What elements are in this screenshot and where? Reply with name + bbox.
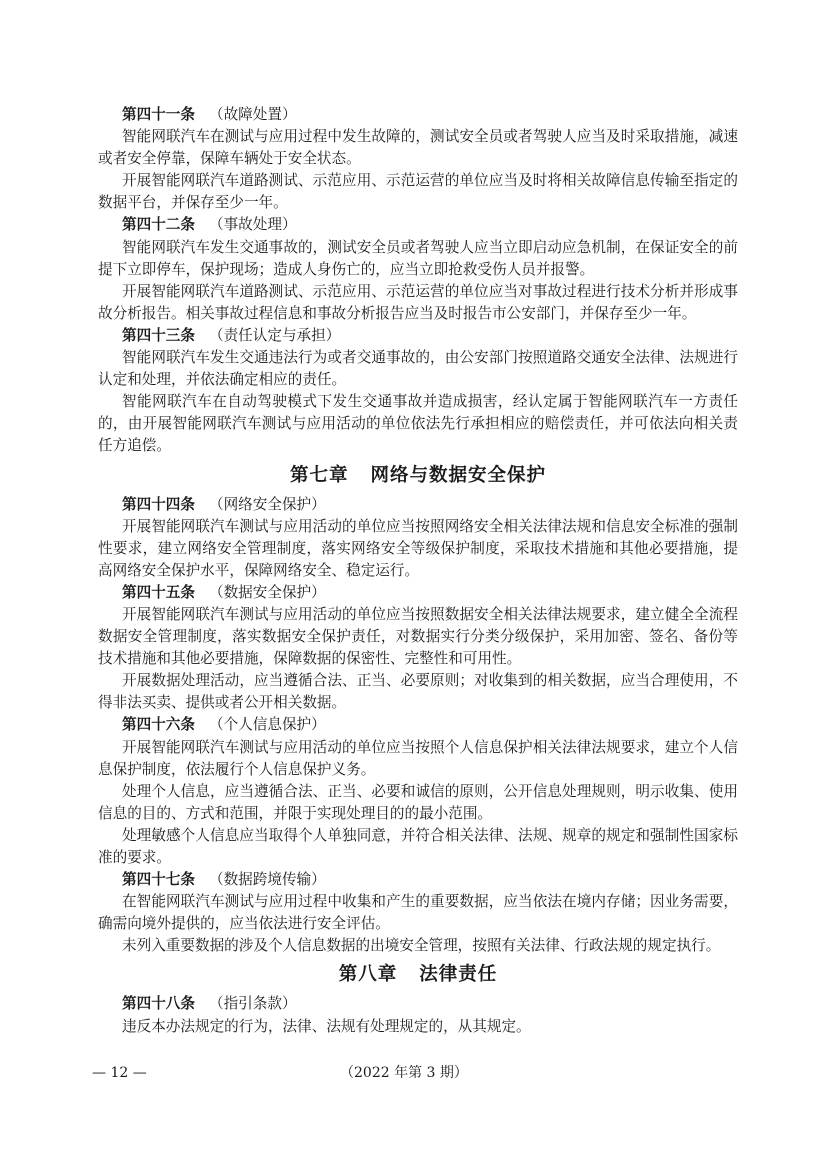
article-heading: [98, 582, 738, 604]
article-title: （故障处置）: [208, 106, 297, 123]
article-number: 第四十七条: [122, 871, 195, 889]
article-heading: [98, 993, 738, 1015]
article-heading: [98, 214, 738, 236]
paragraph: 智能网联汽车在测试与应用过程中发生故障的，测试安全员或者驾驶人应当及时采取措施，减速或者安全停靠，保障车辆处于安全状态。: [98, 128, 738, 168]
article-heading: [98, 325, 738, 347]
paragraph: 开展数据处理活动，应当遵循合法、正当、必要原则；对收集到的相关数据，应当合理使用，不得非法买卖、提供或者公开相关数据。: [98, 672, 738, 712]
paragraph: 开展智能网联汽车测试与应用活动的单位应当按照数据安全相关法律法规要求，建立健全全流程数据安全管理制度，落实数据安全保护责任，对数据实行分类分级保护，采用加密、签名、备份等技术措施和其他必要措施，保障数据的保密性、完整性和可用性。: [98, 605, 738, 668]
paragraph: 智能网联汽车发生交通事故的，测试安全员或者驾驶人应当立即启动应急机制，在保证安全的前提下立即停车，保护现场；造成人身伤亡的，应当立即抢救受伤人员并报警。: [98, 238, 738, 278]
article-heading: [98, 494, 738, 516]
chapter-title: 法律责任: [419, 964, 498, 986]
article-title: （指引条款）: [208, 995, 297, 1013]
paragraph: 未列入重要数据的涉及个人信息数据的出境安全管理，按照有关法律、行政法规的规定执行。: [122, 937, 721, 955]
article-number: 第四十一条: [122, 106, 195, 123]
chapter-heading: [98, 963, 738, 987]
document-body: [98, 104, 738, 1038]
paragraph: 开展智能网联汽车测试与应用活动的单位应当按照个人信息保护相关法律法规要求，建立个人信息保护制度，依法履行个人信息保护义务。: [98, 738, 738, 778]
article-number: 第四十五条: [122, 583, 195, 601]
paragraph: 开展智能网联汽车测试与应用活动的单位应当按照网络安全相关法律法规和信息安全标准的强制性要求，建立网络安全管理制度，落实网络安全等级保护制度，采取技术措施和其他必要措施，提高网络安全保护水平，保障网络安全、稳定运行。: [98, 517, 738, 579]
paragraph: 开展智能网联汽车道路测试、示范应用、示范运营的单位应当对事故过程进行技术分析并形成事故分析报告。相关事故过程信息和事故分析报告应当及时报告市公安部门，并保存至少一年。: [98, 282, 738, 322]
paragraph: 处理个人信息，应当遵循合法、正当、必要和诚信的原则，公开信息处理规则，明示收集、使用信息的目的、方式和范围，并限于实现处理目的的最小范围。: [98, 782, 738, 822]
chapter-heading: [98, 464, 738, 488]
article-heading: [98, 869, 738, 891]
article-title: （数据安全保护）: [208, 583, 326, 601]
paragraph: 处理敏感个人信息应当取得个人单独同意，并符合相关法律、法规、规章的规定和强制性国家标准的要求。: [98, 826, 738, 866]
article-title: （事故处理）: [208, 216, 297, 234]
article-heading: [98, 714, 738, 736]
article-number: 第四十二条: [122, 216, 195, 234]
issue-label: （2022 年第 3 期）: [340, 1065, 468, 1081]
page-number: — 12 —: [92, 1065, 147, 1081]
article-title: （个人信息保护）: [208, 716, 326, 734]
paragraph: 在智能网联汽车测试与应用过程中收集和产生的重要数据，应当依法在境内存储；因业务需要，确需向境外提供的，应当依法进行安全评估。: [98, 893, 738, 933]
paragraph: 违反本办法规定的行为，法律、法规有处理规定的，从其规定。: [122, 1017, 531, 1035]
paragraph: 开展智能网联汽车道路测试、示范应用、示范运营的单位应当及时将相关故障信息传输至指定的数据平台，并保存至少一年。: [98, 172, 738, 212]
chapter-number: 第七章: [289, 464, 349, 486]
article-title: （责任认定与承担）: [208, 326, 341, 344]
article-title: （网络安全保护）: [208, 495, 326, 513]
article-number: 第四十六条: [122, 716, 195, 734]
article-number: 第四十三条: [122, 326, 195, 344]
article-number: 第四十四条: [122, 495, 195, 513]
article-heading: [98, 104, 738, 126]
article-number: 第四十八条: [122, 995, 195, 1013]
paragraph: 智能网联汽车在自动驾驶模式下发生交通事故并造成损害，经认定属于智能网联汽车一方责任的，由开展智能网联汽车测试与应用活动的单位依法先行承担相应的赔偿责任，并可依法向相关责任方追偿。: [98, 393, 738, 455]
paragraph: 智能网联汽车发生交通违法行为或者交通事故的，由公安部门按照道路交通安全法律、法规进行认定和处理，并依法确定相应的责任。: [98, 349, 738, 389]
chapter-title: 网络与数据安全保护: [370, 464, 547, 486]
article-title: （数据跨境传输）: [208, 871, 326, 889]
chapter-number: 第八章: [338, 964, 398, 986]
